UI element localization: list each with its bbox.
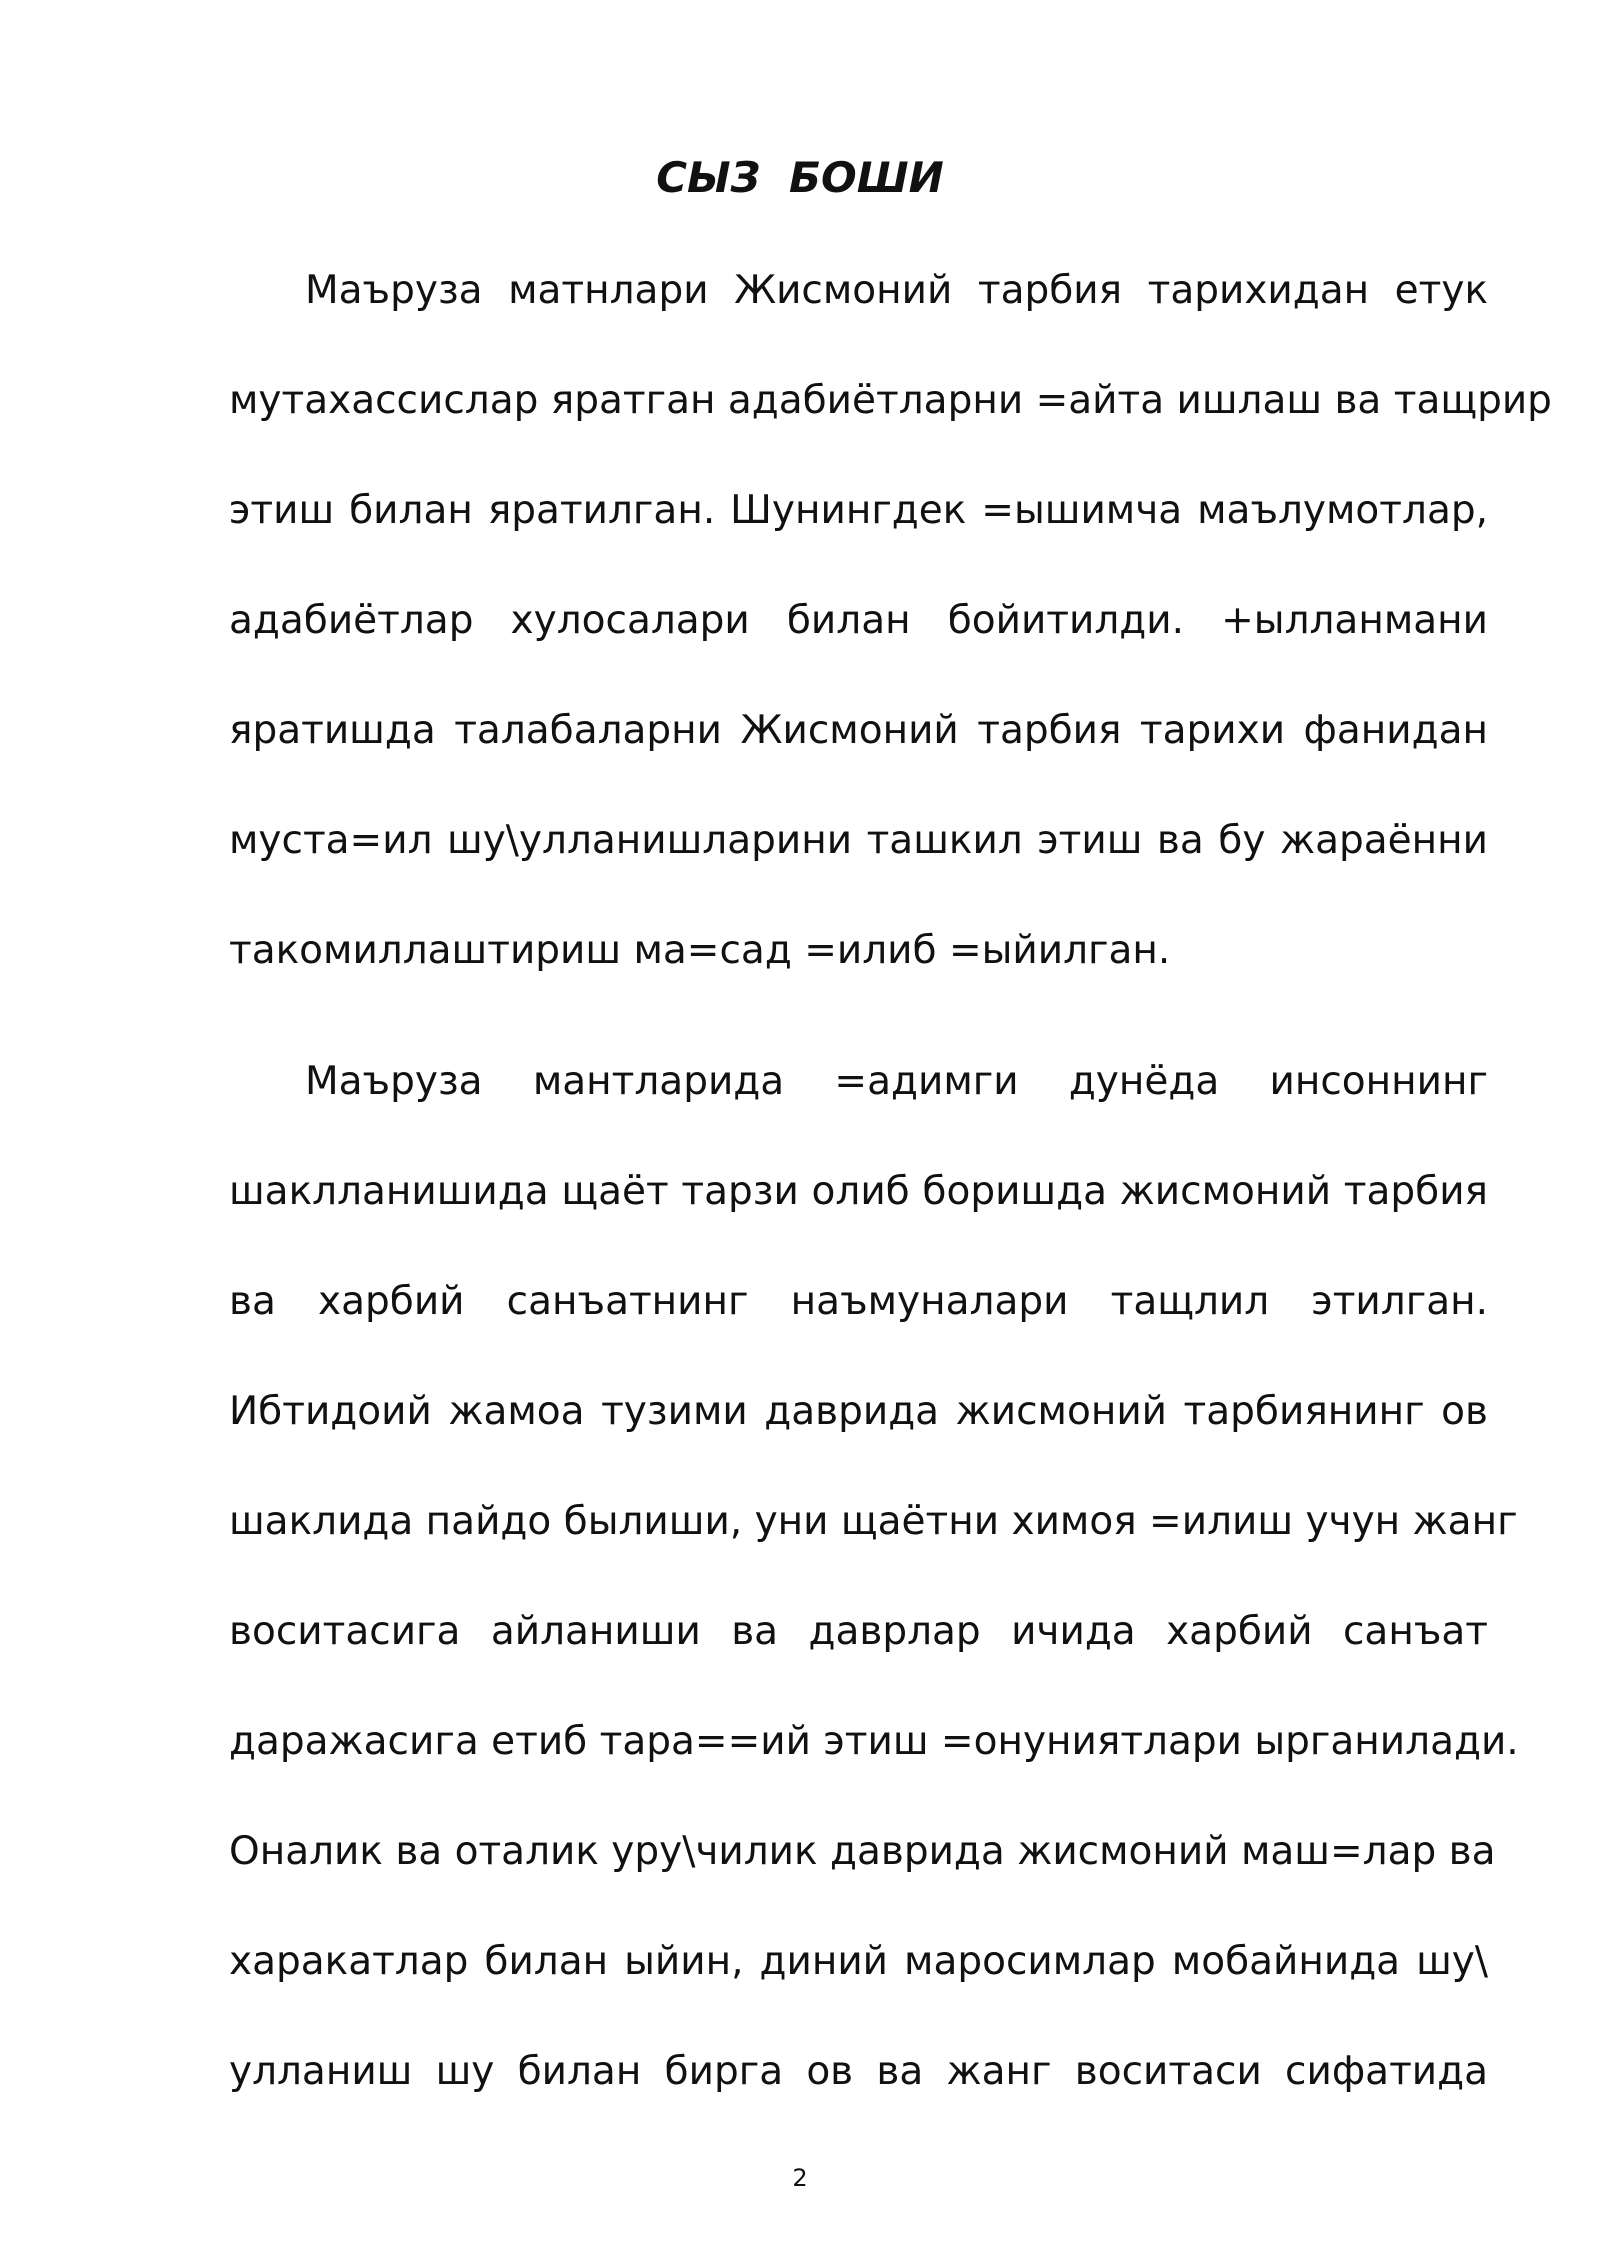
paragraph-line: ва харбий санъатнинг наъмуналари тащлил этилган. xyxy=(229,1279,1488,1324)
paragraph-line: Ибтидоий жамоа тузими даврида жисмоний тарбиянинг ов xyxy=(229,1389,1488,1434)
paragraph-line: улланиш шу билан бирга ов ва жанг воситаси сифатида xyxy=(229,2049,1488,2094)
paragraph-line: Маъруза матнлари Жисмоний тарбия тарихидан етук xyxy=(305,268,1488,313)
paragraph-1 xyxy=(229,236,1552,1006)
paragraph-line: этиш билан яратилган. Шунингдек =ышимча маълумотлар, xyxy=(229,488,1488,533)
paragraph-line: воситасига айланиши ва даврлар ичида харбий санъат xyxy=(229,1609,1488,1654)
paragraph-line: яратишда талабаларни Жисмоний тарбия тарихи фанидан xyxy=(229,708,1488,753)
paragraph-line: мутахассислар яратган адабиётларни =айта ишлаш ва тащрир xyxy=(229,378,1552,423)
paragraph-line: такомиллаштириш ма=сад =илиб =ыйилган. xyxy=(229,928,1171,973)
paragraph-line: адабиётлар хулосалари билан бойитилди. +ылланмани xyxy=(229,598,1488,643)
paragraph-line: Маъруза мантларида =адимги дунёда инсоннинг xyxy=(305,1059,1488,1104)
paragraph-line: харакатлар билан ыйин, диний маросимлар мобайнида шу\ xyxy=(229,1939,1488,1984)
paragraph-line: шаклланишида щаёт тарзи олиб боришда жисмоний тарбия xyxy=(229,1169,1488,1214)
section-heading: СЫЗ БОШИ xyxy=(656,153,944,202)
paragraph-line: муста=ил шу\улланишларини ташкил этиш ва бу жараённи xyxy=(229,818,1488,863)
paragraph-line: шаклида пайдо былиши, уни щаётни химоя =илиш учун жанг xyxy=(229,1499,1518,1544)
paragraph-line: Оналик ва оталик уру\чилик даврида жисмоний маш=лар ва xyxy=(229,1829,1496,1874)
paragraph-2 xyxy=(229,1027,1519,2127)
page-number: 2 xyxy=(792,2164,808,2192)
paragraph-line: даражасига етиб тара==ий этиш =онуниятлари ырганилади. xyxy=(229,1719,1519,1764)
